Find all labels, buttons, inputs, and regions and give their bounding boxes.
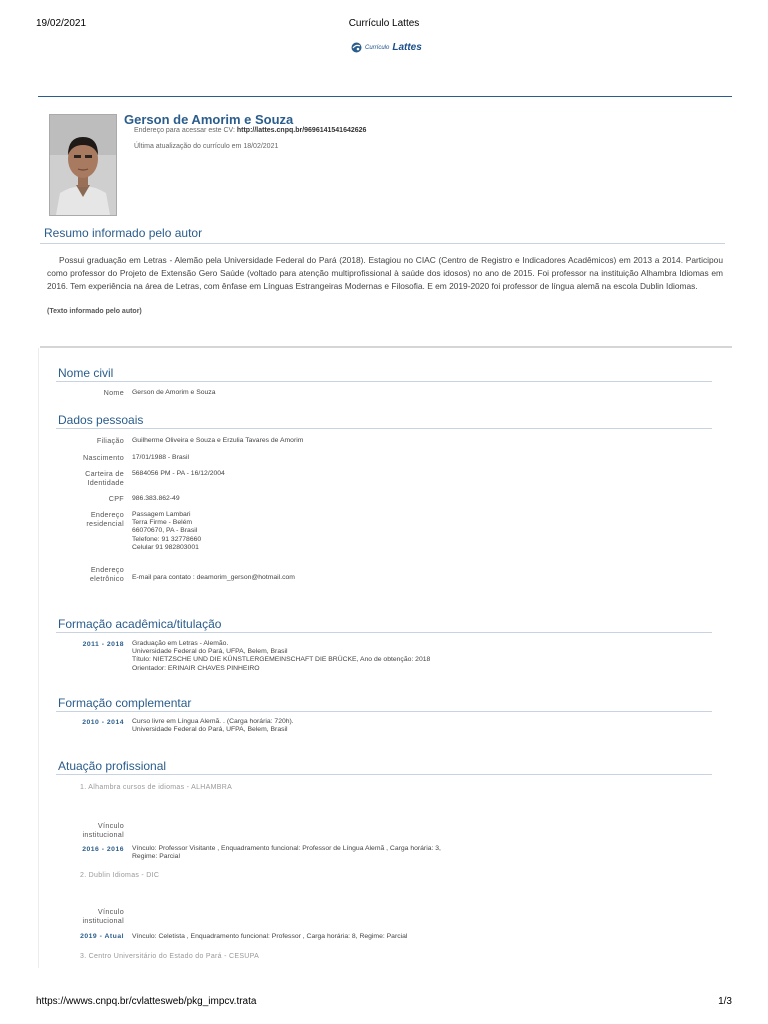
cv-address (134, 127, 366, 134)
formacao-complementar-year: 2010 - 2014 (82, 719, 124, 726)
summary-divider (40, 243, 725, 244)
print-date: 19/02/2021 (36, 18, 87, 29)
lattes-logo[interactable] (351, 42, 422, 53)
atuacao-item-1-title: 1. Alhambra cursos de idiomas - ALHAMBRA (80, 784, 233, 791)
atuacao-divider (56, 774, 712, 775)
atuacao-heading: Atuação profissional (58, 759, 167, 773)
filiacao-value: Guilherme Oliveira e Souza e Erzulia Tavares de Amorim (132, 437, 304, 444)
page-number: 1/3 (718, 996, 732, 1007)
atuacao-item-3-title: 3. Centro Universitário do Estado do Pará - CESUPA (80, 953, 260, 960)
cv-address-label: Endereço para acessar este CV: (134, 127, 235, 134)
summary-note: (Texto informado pelo autor) (47, 308, 142, 315)
formacao-academica-details: Graduação em Letras - Alemão. Universidade Federal do Pará, UFPA, Belem, Brasil Título: NIETZSCHE UND DIE KÜNSTLERGEMEINSCHAFT DIE BRÜCKE, Ano de obtenção: 2018 Orientador: ERINAIR CHAVES PINHEIRO (132, 640, 431, 672)
nome-label: Nome (103, 388, 124, 397)
summary-text: Possui graduação em Letras - Alemão pela Universidade Federal do Pará (2018). Estagiou no CIAC (Centro de Registro e Indicadores Acadêmicos) em 2013 a 2014. Participou como professor do Projeto de Extensão Gero Saúde (voltado para atenção multiprofissional à saúde dos idosos) no ano de 2015. Foi professor na instituição Alhambra Idiomas em 2016. Tem experiência na área de Letras, com ênfase em Línguas Estrangeiras Modernas e Filosofia. E em 2019-2020 foi professor de língua alemã na escola Dublin Idiomas. (47, 255, 723, 291)
dados-pessoais-heading: Dados pessoais (58, 413, 144, 427)
atuacao-item-1-vinculo-label: Vínculo institucional (82, 821, 124, 839)
nascimento-label: Nascimento (83, 453, 124, 462)
lattes-globe-icon (351, 42, 362, 53)
profile-name: Gerson de Amorim e Souza (124, 112, 294, 127)
cv-url-link[interactable]: http://lattes.cnpq.br/9696141541642626 (236, 127, 367, 134)
print-title: Currículo Lattes (348, 18, 420, 29)
formacao-complementar-divider (56, 711, 712, 712)
formacao-academica-divider (56, 632, 712, 633)
atuacao-item-2-details: Vínculo: Celetista , Enquadramento funcional: Professor , Carga horária: 8, Regime: Parcial (132, 933, 408, 940)
email-label: Endereço eletrônico (89, 565, 124, 583)
cpf-label: CPF (108, 494, 124, 503)
formacao-complementar-heading: Formação complementar (58, 696, 192, 710)
section-divider (40, 346, 732, 348)
brand-small-text: Currículo (365, 44, 390, 51)
formacao-academica-year: 2011 - 2018 (82, 641, 124, 648)
top-divider (38, 96, 732, 97)
footer-url[interactable]: https://wwws.cnpq.br/cvlattesweb/pkg_impcv.trata (36, 996, 257, 1007)
formacao-academica-heading: Formação acadêmica/titulação (58, 617, 222, 631)
atuacao-item-1-year: 2016 - 2016 (82, 846, 124, 853)
nascimento-value: 17/01/1988 - Brasil (132, 454, 190, 461)
endereco-value: Passagem Lambari Terra Firme - Belém 66070670, PA - Brasil Telefone: 91 32778660 Celular 91 982803001 (132, 511, 202, 551)
nome-civil-heading: Nome civil (58, 366, 114, 380)
brand-big-text: Lattes (392, 42, 422, 53)
formacao-complementar-details: Curso livre em Língua Alemã. . (Carga horária: 720h). Universidade Federal do Pará, UFPA, Belem, Brasil (132, 718, 294, 734)
atuacao-item-2-title: 2. Dublin Idiomas - DIC (80, 872, 160, 879)
summary-heading: Resumo informado pelo autor (44, 226, 203, 240)
atuacao-item-2-vinculo-label: Vínculo institucional (82, 907, 124, 925)
nome-value: Gerson de Amorim e Souza (132, 389, 216, 396)
atuacao-item-2-year: 2019 - Atual (80, 933, 124, 940)
cpf-value: 986.383.862-49 (132, 495, 180, 502)
last-update: Última atualização do currículo em 18/02/2021 (134, 143, 279, 150)
identidade-value: 5684056 PM - PA - 16/12/2004 (132, 470, 225, 477)
nome-civil-divider (56, 381, 712, 382)
atuacao-item-1-details: Vínculo: Professor Visitante , Enquadramento funcional: Professor de Língua Alemã , Carga horária: 3, Regime: Parcial (132, 845, 441, 861)
side-divider (38, 348, 39, 968)
email-value[interactable]: E-mail para contato : deamorim_gerson@hotmail.com (132, 574, 295, 581)
endereco-label: Endereço residencial (86, 510, 124, 528)
profile-photo (49, 114, 117, 216)
dados-pessoais-divider (56, 428, 712, 429)
identidade-label: Carteira de Identidade (85, 469, 124, 487)
filiacao-label: Filiação (96, 436, 124, 445)
